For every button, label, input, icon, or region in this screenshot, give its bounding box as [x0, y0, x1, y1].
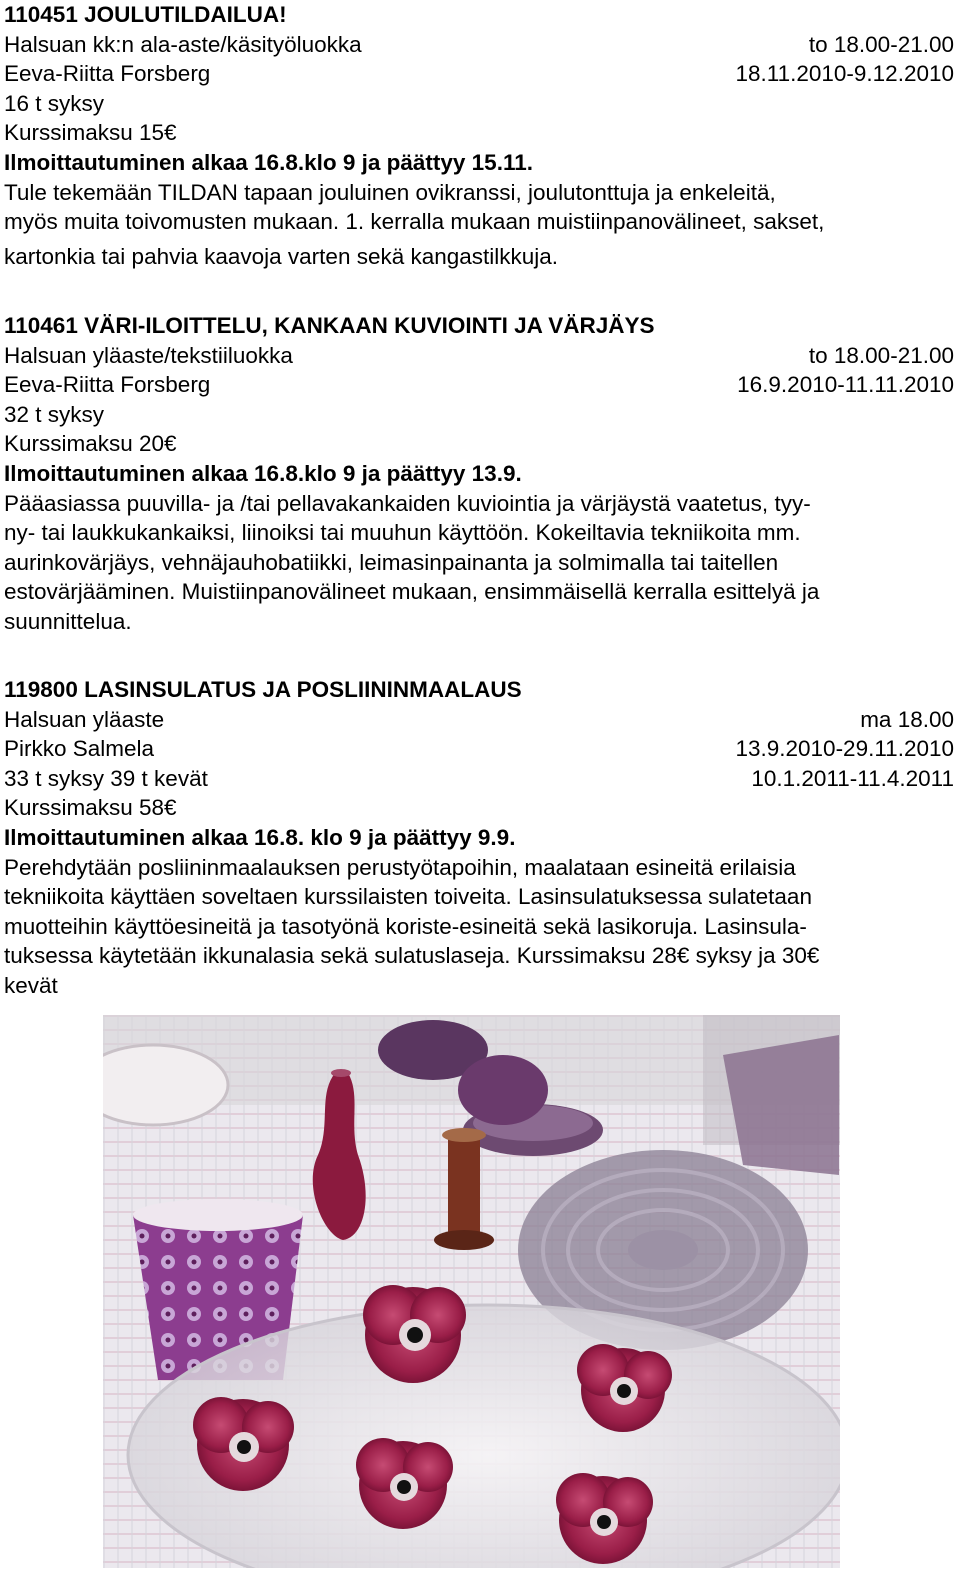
course-registration: Ilmoittautuminen alkaa 16.8. klo 9 ja päättyy 9.9. [4, 824, 516, 850]
course-registration: Ilmoittautuminen alkaa 16.8.klo 9 ja päättyy 13.9. [4, 460, 522, 486]
course-hours: 16 t syksy [4, 90, 105, 116]
description-line: Perehdytään posliininmaalauksen perustyötapoihin, maalataan esineitä erilaisia [4, 854, 796, 880]
description-line: kevät [4, 972, 58, 998]
course-location: Halsuan yläaste/tekstiiluokka [4, 342, 293, 368]
course-fee: Kurssimaksu 58€ [4, 795, 177, 821]
course-teacher: Eeva-Riitta Forsberg [4, 372, 211, 398]
craft-photo-illustration [103, 1015, 840, 1568]
description-line: tuksessa käytetään ikkunalasia sekä sulatuslaseja. Kurssimaksu 28€ syksy ja 30€ [4, 943, 820, 969]
teacher-dates-row [4, 734, 954, 764]
course-title: 110461 VÄRI-ILOITTELU, KANKAAN KUVIOINTI JA VÄRJÄYS [4, 313, 655, 338]
teacher-dates-row [4, 59, 954, 89]
location-time-row [4, 705, 954, 735]
course-location: Halsuan kk:n ala-aste/käsityöluokka [4, 31, 362, 57]
course-hours: 33 t syksy 39 t kevät [4, 765, 208, 791]
course-fee: Kurssimaksu 20€ [4, 431, 177, 457]
description-line: tekniikoita käyttäen soveltaen kurssilaisten toiveita. Lasinsulatuksessa sulatetaan [4, 884, 812, 910]
course-location: Halsuan yläaste [4, 706, 165, 732]
description-line: ny- tai laukkukankaiksi, liinoiksi tai muuhun käyttöön. Kokeiltavia tekniikoita mm. [4, 520, 801, 546]
course-dates: 18.11.2010-9.12.2010 [735, 61, 954, 87]
course-fee: Kurssimaksu 15€ [4, 120, 177, 146]
location-time-row [4, 341, 954, 371]
description-line: estovärjääminen. Muistiinpanovälineet mukaan, ensimmäisellä kerralla esittelyä ja [4, 579, 820, 605]
course-time: ma 18.00 [860, 706, 954, 732]
course-dates: 16.9.2010-11.11.2010 [737, 372, 954, 398]
location-time-row [4, 30, 954, 60]
description-line: Tule tekemään TILDAN tapaan jouluinen ovikranssi, joulutonttuja ja enkeleitä, [4, 179, 776, 205]
description-line: kartonkia tai pahvia kaavoja varten sekä kangastilkkuja. [4, 243, 559, 269]
course-time: to 18.00-21.00 [808, 31, 954, 57]
course-title: 110451 JOULUTILDAILUA! [4, 2, 287, 27]
course-dates-spring: 10.1.2011-11.4.2011 [751, 765, 954, 791]
course-time: to 18.00-21.00 [808, 342, 954, 368]
course-110461 [4, 311, 954, 637]
teacher-dates-row [4, 370, 954, 400]
description-line: muotteihin käyttöesineitä ja tasotyönä koriste-esineitä sekä lasikoruja. Lasinsula- [4, 913, 807, 939]
course-teacher: Eeva-Riitta Forsberg [4, 61, 211, 87]
course-119800 [4, 675, 954, 1001]
course-title: 119800 LASINSULATUS JA POSLIININMAALAUS [4, 677, 522, 702]
description-line: myös muita toivomusten mukaan. 1. kerralla mukaan muistiinpanovälineet, sakset, [4, 209, 825, 235]
course-dates: 13.9.2010-29.11.2010 [735, 736, 954, 762]
description-line: Pääasiassa puuvilla- ja /tai pellavakankaiden kuviointia ja värjäystä vaatetus, tyy- [4, 490, 811, 516]
course-teacher: Pirkko Salmela [4, 736, 155, 762]
craft-photo [103, 1015, 840, 1568]
course-hours: 32 t syksy [4, 401, 105, 427]
course-110451 [4, 0, 954, 271]
description-line: suunnittelua. [4, 608, 132, 634]
course-registration: Ilmoittautuminen alkaa 16.8.klo 9 ja päättyy 15.11. [4, 149, 533, 175]
hours-dates-row [4, 764, 954, 794]
description-line: aurinkovärjäys, vehnäjauhobatiikki, leimasinpainanta ja solmimalla tai taitellen [4, 549, 779, 575]
